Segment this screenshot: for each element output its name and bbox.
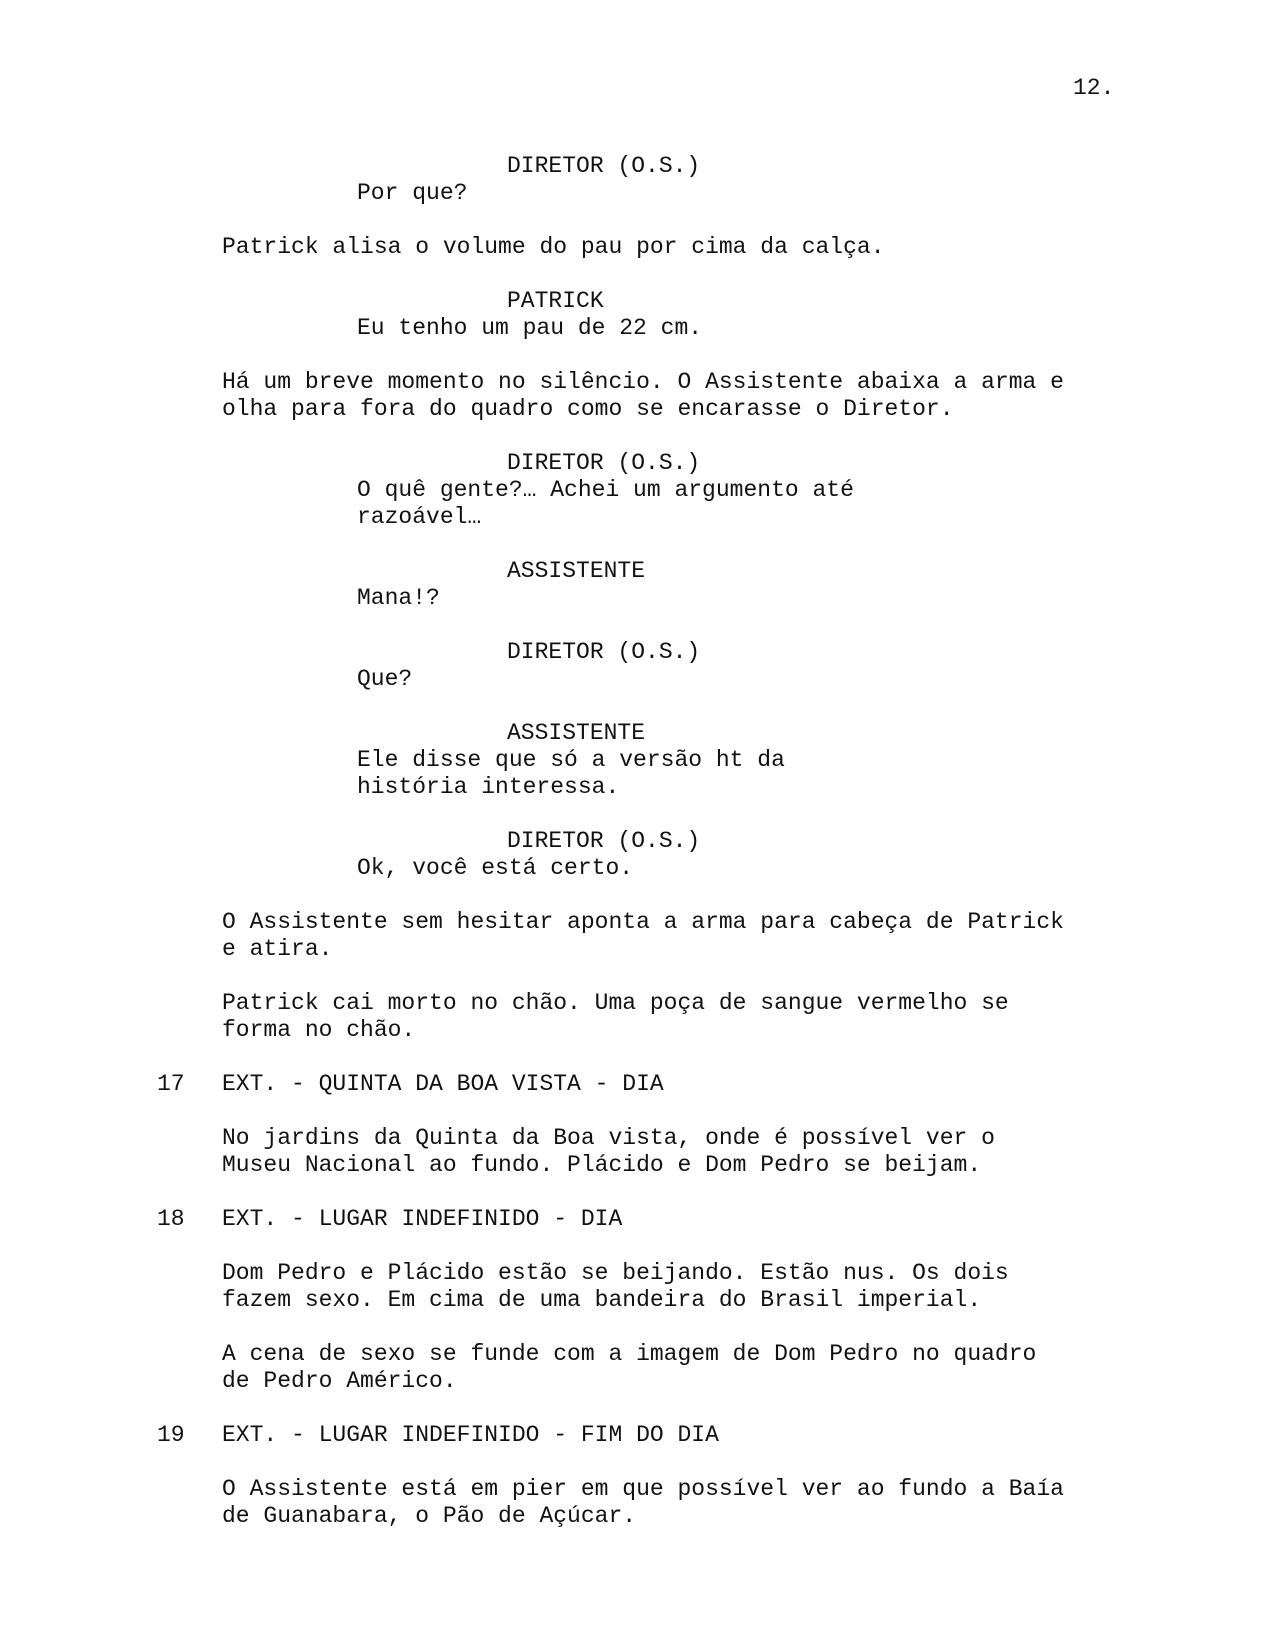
action-line: No jardins da Quinta da Boa vista, onde é possível ver o [222, 1125, 995, 1151]
character-cue: DIRETOR (O.S.) [507, 639, 701, 665]
dialogue-line: Que? [357, 666, 413, 692]
character-cue: PATRICK [507, 288, 604, 314]
action-line: O Assistente está em pier em que possível ver ao fundo a Baía [222, 1476, 1064, 1502]
dialogue-line: Ok, você está certo. [357, 855, 634, 881]
dialogue-line: razoável… [357, 504, 482, 530]
scene-number: 18 [157, 1206, 185, 1232]
scene-number: 17 [157, 1071, 185, 1097]
scene-heading: EXT. - LUGAR INDEFINIDO - FIM DO DIA [222, 1422, 719, 1448]
page-number: 12. [1073, 75, 1115, 101]
dialogue-line: Por que? [357, 180, 468, 206]
dialogue-line: Mana!? [357, 585, 440, 611]
character-cue: DIRETOR (O.S.) [507, 450, 701, 476]
character-cue: ASSISTENTE [507, 558, 646, 584]
action-line: forma no chão. [222, 1017, 416, 1043]
action-line: olha para fora do quadro como se encarasse o Diretor. [222, 396, 954, 422]
action-line: Museu Nacional ao fundo. Plácido e Dom Pedro se beijam. [222, 1152, 982, 1178]
scene-number: 19 [157, 1422, 185, 1448]
action-line: e atira. [222, 936, 333, 962]
action-line: fazem sexo. Em cima de uma bandeira do Brasil imperial. [222, 1287, 982, 1313]
dialogue-line: Ele disse que só a versão ht da [357, 747, 785, 773]
scene-heading: EXT. - QUINTA DA BOA VISTA - DIA [222, 1071, 664, 1097]
action-line: A cena de sexo se funde com a imagem de Dom Pedro no quadro [222, 1341, 1037, 1367]
action-line: de Pedro Américo. [222, 1368, 457, 1394]
character-cue: ASSISTENTE [507, 720, 646, 746]
dialogue-line: Eu tenho um pau de 22 cm. [357, 315, 703, 341]
action-line: O Assistente sem hesitar aponta a arma para cabeça de Patrick [222, 909, 1064, 935]
scene-heading: EXT. - LUGAR INDEFINIDO - DIA [222, 1206, 623, 1232]
character-cue: DIRETOR (O.S.) [507, 828, 701, 854]
action-line: Patrick alisa o volume do pau por cima da calça. [222, 234, 885, 260]
dialogue-line: O quê gente?… Achei um argumento até [357, 477, 854, 503]
character-cue: DIRETOR (O.S.) [507, 153, 701, 179]
dialogue-line: história interessa. [357, 774, 620, 800]
action-line: Dom Pedro e Plácido estão se beijando. Estão nus. Os dois [222, 1260, 1009, 1286]
action-line: Há um breve momento no silêncio. O Assistente abaixa a arma e [222, 369, 1064, 395]
action-line: de Guanabara, o Pão de Açúcar. [222, 1503, 637, 1529]
action-line: Patrick cai morto no chão. Uma poça de sangue vermelho se [222, 990, 1009, 1016]
